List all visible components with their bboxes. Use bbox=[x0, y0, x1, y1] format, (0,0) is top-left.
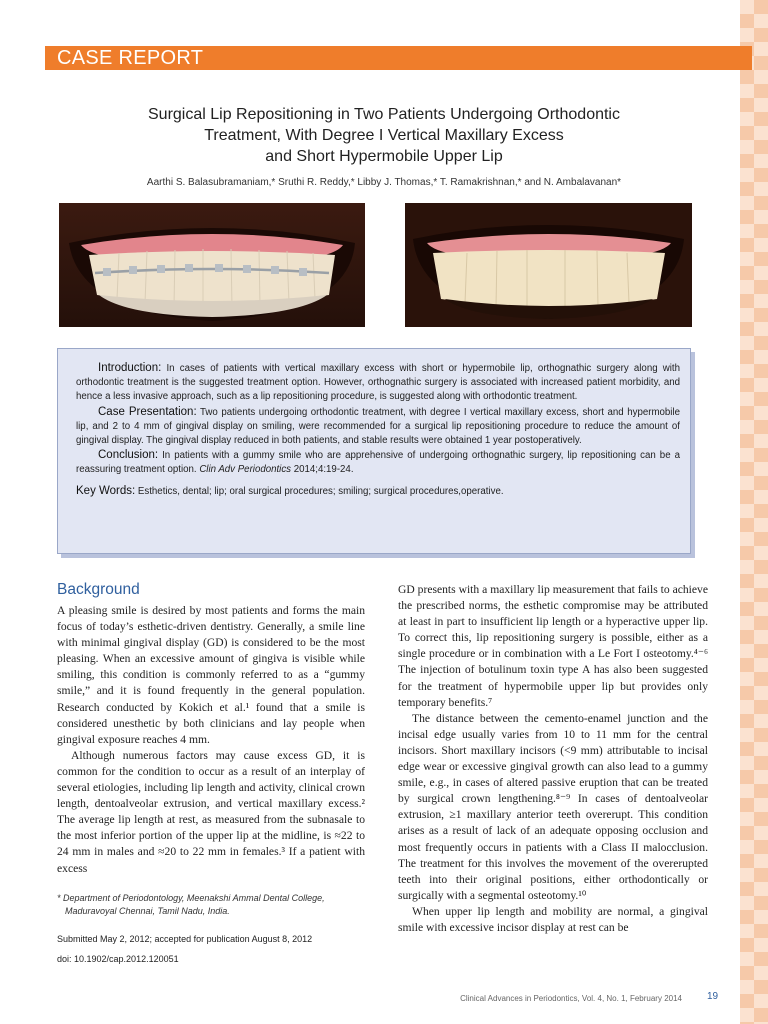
author-affiliation bbox=[57, 892, 367, 917]
conclusion-text: In patients with a gummy smile who are apprehensive of undergoing orthognathic surgery, lip repositioning can be a reassuring treatment option. bbox=[76, 450, 680, 476]
keywords-text: Esthetics, dental; lip; oral surgical procedures; smiling; surgical procedures,operative. bbox=[135, 485, 504, 497]
keywords-label: Key Words: bbox=[76, 484, 136, 497]
background-heading: Background bbox=[57, 581, 140, 598]
body-paragraph: A pleasing smile is desired by most patients and forms the main focus of today’s esthetic-driven dentistry. Generally, a smile line with minimal gingival display (GD) is considered to be the most pleasing. When an excessive amount of gingiva is visible while smiling, this condition is commonly referred to as a “gummy smile,” and it is found frequently in the general population. Research conducted by Kokich et al.¹ found that a smile is considered unesthetic by both clinicians and lay people when gingival exposure reaches 4 mm. bbox=[57, 604, 365, 746]
right-column-text bbox=[398, 582, 708, 936]
section-banner bbox=[45, 46, 752, 70]
affiliation-line: Maduravoyal Chennai, Tamil Nadu, India. bbox=[65, 905, 230, 916]
body-paragraph: GD presents with a maxillary lip measurement that fails to achieve the prescribed norms, the esthetic compromise may be attributed at least in part to insufficient lip length or a hyperactive upper lip. To correct this, lip repositioning surgery is possible, either as a single procedure or in combination with a Le Fort I osteotomy.⁴⁻⁶ The injection of botulinum toxin type A has also been suggested for the treatment of hypermobile upper lip but provides only temporary benefits.⁷ bbox=[398, 583, 708, 709]
body-paragraph: Although numerous factors may cause excess GD, it is common for the condition to occur as a result of an interplay of several etiologies, including lip length and activity, clinical crown length, dentoalveolar extrusion, and vertical maxillary excess.² The average lip length at rest, as measured from the subnasale to the most inferior portion of the upper lip at the midline, is ≈22 to 24 mm in males and ≈20 to 22 mm in females.³ If a patient with excess bbox=[57, 748, 365, 875]
page-number: 19 bbox=[707, 991, 719, 1002]
article-title bbox=[60, 104, 708, 167]
introduction-label: Introduction: bbox=[98, 362, 162, 374]
body-paragraph: When upper lip length and mobility are normal, a gingival smile with excessive incisor display at rest can be bbox=[398, 904, 708, 934]
submission-dates: Submitted May 2, 2012; accepted for publication August 8, 2012 bbox=[57, 934, 313, 944]
section-banner-label: CASE REPORT bbox=[57, 47, 204, 69]
smile-photo-postoperative bbox=[405, 203, 692, 327]
abstract-introduction bbox=[76, 361, 680, 405]
left-column-text bbox=[57, 603, 365, 877]
case-presentation-label: Case Presentation: bbox=[98, 405, 197, 418]
abstract-text bbox=[76, 361, 680, 499]
abstract-box bbox=[57, 348, 691, 554]
page-edge-pattern bbox=[740, 0, 768, 1024]
affiliation-line: * Department of Periodontology, Meenakshi Ammal Dental College, bbox=[57, 893, 325, 903]
citation-journal: Clin Adv Periodontics bbox=[199, 464, 292, 476]
title-line: Treatment, With Degree I Vertical Maxillary Excess bbox=[204, 127, 564, 144]
footer-journal-citation: Clinical Advances in Periodontics, Vol. 4, No. 1, February 2014 bbox=[460, 994, 682, 1003]
case-presentation-text: Two patients undergoing orthodontic treatment, with degree I vertical maxillary excess, short and hypermobile lip, and 2 to 4 mm of gingival display on smiling, were recommended for a surgical lip repositioning procedure to reduce the amount of gingival display. The gingival display reduced in both patients, and stable results were obtained 1 year postoperatively. bbox=[76, 406, 680, 447]
smile-photo-with-braces bbox=[59, 203, 365, 327]
title-line: Surgical Lip Repositioning in Two Patients Undergoing Orthodontic bbox=[148, 106, 620, 123]
doi-link[interactable]: doi: 10.1902/cap.2012.120051 bbox=[57, 954, 179, 964]
abstract-case-presentation bbox=[76, 405, 680, 449]
conclusion-label: Conclusion: bbox=[98, 449, 159, 462]
abstract-conclusion bbox=[76, 448, 680, 477]
introduction-text: In cases of patients with vertical maxillary excess with short or hypermobile lip, orthognathic surgery along with orthodontic treatment is the suggested treatment option. However, orthognathic surgery is associated with increased patient morbidity, and hence a less invasive approach, such as a lip repositioning procedure, is suggested along with orthodontic treatment. bbox=[76, 363, 680, 403]
title-line: and Short Hypermobile Upper Lip bbox=[265, 148, 503, 165]
citation-details: 2014;4:19-24. bbox=[291, 464, 354, 476]
author-list: Aarthi S. Balasubramaniam,* Sruthi R. Reddy,* Libby J. Thomas,* T. Ramakrishnan,* and N. Ambalavanan* bbox=[146, 177, 622, 188]
abstract-keywords bbox=[76, 484, 680, 499]
body-paragraph: The distance between the cemento-enamel junction and the incisal edge usually varies from 10 to 11 mm for the central incisors. Short maxillary incisors (<9 mm) attributable to incisal edge wear or excessive gingival growth can also lead to a gummy smile, e.g., in cases of altered passive eruption that can be treated by surgical crown lengthening.⁸⁻⁹ In cases of dentoalveolar extrusion, ≥1 maxillary anterior teeth overerupt. This condition arises as a result of lack of an adequate opposing occlusion and most frequently occurs in patients with a Class II malocclusion. The treatment for this involves the movement of the overerupted teeth into their original positions, either orthodontically or surgically with a segmental osteotomy.¹⁰ bbox=[398, 711, 708, 902]
